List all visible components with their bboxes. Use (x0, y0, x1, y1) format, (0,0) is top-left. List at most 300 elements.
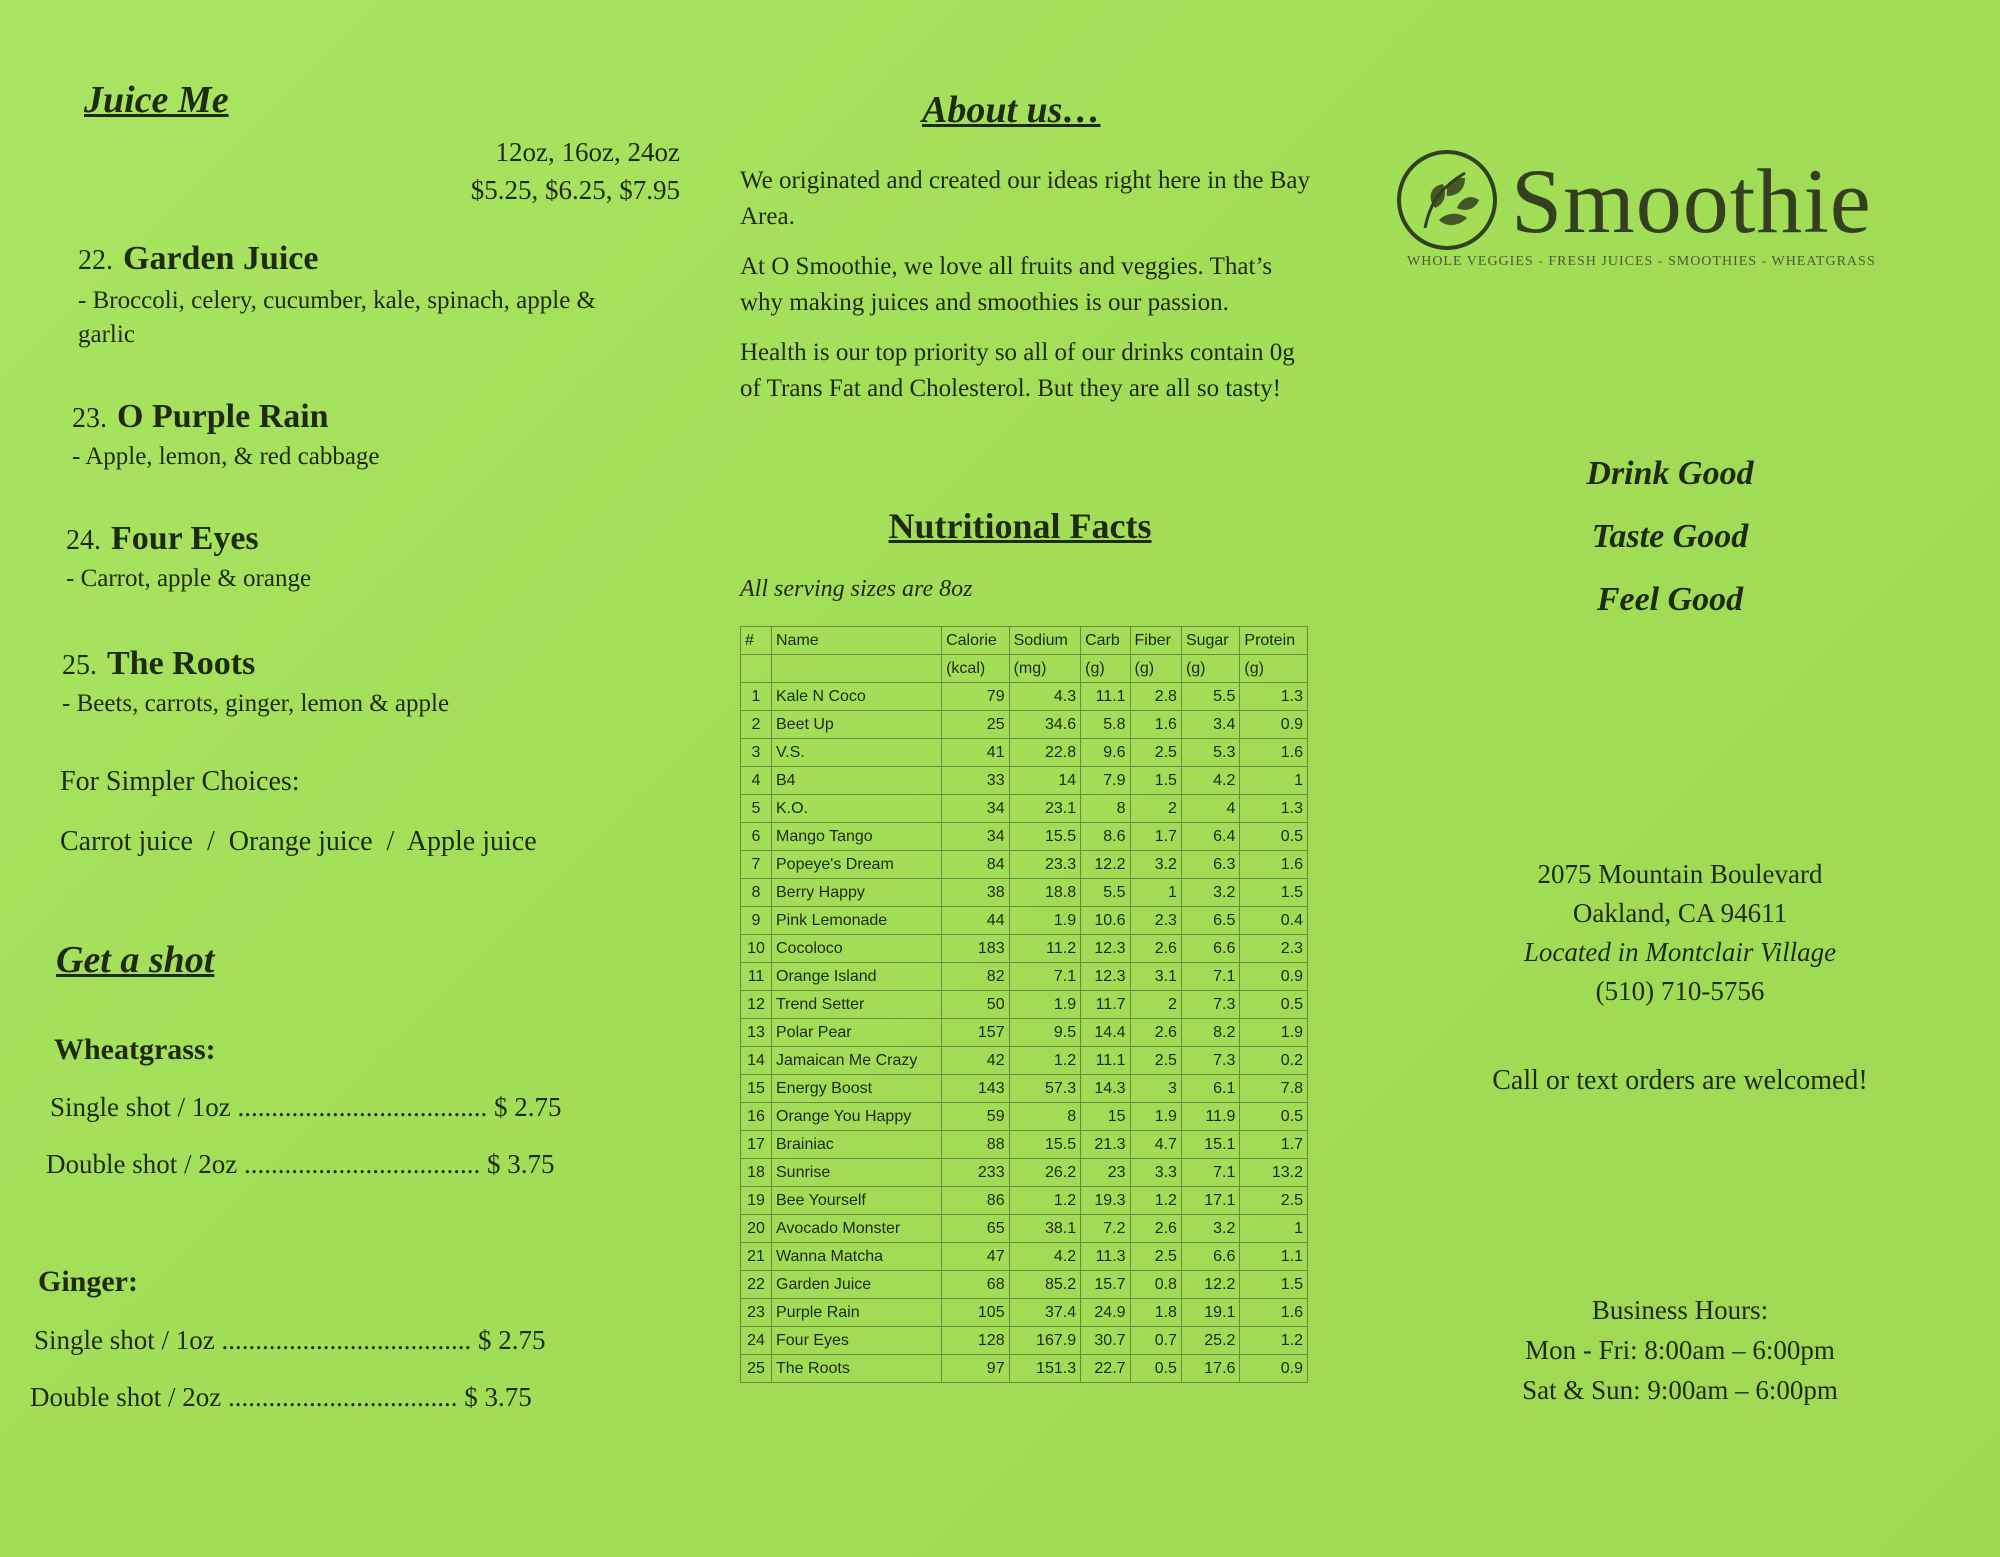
nutrient-value: 3.2 (1181, 879, 1239, 907)
nutrient-value: 105 (942, 1299, 1010, 1327)
juice-item-number: 22. (78, 245, 113, 276)
nutrient-value: 2.6 (1130, 1019, 1181, 1047)
nutrient-value: 30.7 (1081, 1327, 1130, 1355)
nutrient-value: 5.8 (1081, 711, 1130, 739)
nutrition-row (741, 1299, 1308, 1327)
nutrient-value: 1.3 (1240, 795, 1308, 823)
nutrient-value: 57.3 (1009, 1075, 1081, 1103)
nutrient-value: 19.3 (1081, 1187, 1130, 1215)
nutrition-row (741, 1047, 1308, 1075)
row-number: 1 (741, 683, 772, 711)
nutrient-value: 25 (942, 711, 1010, 739)
nutrition-row (741, 1131, 1308, 1159)
hours-weekday: Mon - Fri: 8:00am – 6:00pm (1525, 1335, 1835, 1365)
nutrient-value: 6.3 (1181, 851, 1239, 879)
row-number: 16 (741, 1103, 772, 1131)
simpler-choices-list: Carrot juice / Orange juice / Apple juice (60, 826, 537, 857)
col-unit: (g) (1181, 655, 1239, 683)
drink-name: Purple Rain (772, 1299, 942, 1327)
nutrient-value: 7.1 (1009, 963, 1081, 991)
nutrient-value: 2.5 (1240, 1187, 1308, 1215)
drink-name: Polar Pear (772, 1019, 942, 1047)
nutrition-row (741, 1355, 1308, 1383)
nutrition-row (741, 963, 1308, 991)
nutrient-value: 11.9 (1181, 1103, 1239, 1131)
drink-name: Kale N Coco (772, 683, 942, 711)
juice-item-number: 24. (66, 525, 101, 556)
juice-item-name: Four Eyes (111, 520, 259, 557)
drink-name: K.O. (772, 795, 942, 823)
nutrient-value: 0.7 (1130, 1327, 1181, 1355)
orders-note: Call or text orders are welcomed! (1492, 1065, 1868, 1096)
nutrient-value: 14 (1009, 767, 1081, 795)
nutrient-value: 1.9 (1240, 1019, 1308, 1047)
nutrient-value: 11.1 (1081, 683, 1130, 711)
nutrient-value: 12.3 (1081, 935, 1130, 963)
juice-item-title (66, 520, 646, 558)
drink-name: Popeye's Dream (772, 851, 942, 879)
col-unit: (mg) (1009, 655, 1081, 683)
nutrient-value: 1.3 (1240, 683, 1308, 711)
nutrient-value: 34 (942, 795, 1010, 823)
juice-item (62, 645, 662, 721)
drink-name: The Roots (772, 1355, 942, 1383)
col-header: Calorie (942, 627, 1010, 655)
nutrient-value: 24.9 (1081, 1299, 1130, 1327)
col-unit (772, 655, 942, 683)
wheatgrass-double-price: Double shot / 2oz ................................... $ 3.75 (46, 1149, 555, 1179)
nutrient-value: 26.2 (1009, 1159, 1081, 1187)
nutrient-value: 85.2 (1009, 1271, 1081, 1299)
nutrient-value: 86 (942, 1187, 1010, 1215)
nutrition-row (741, 879, 1308, 907)
nutrient-value: 15.7 (1081, 1271, 1130, 1299)
nutrient-value: 15 (1081, 1103, 1130, 1131)
row-number: 2 (741, 711, 772, 739)
col-unit: (g) (1240, 655, 1308, 683)
juice-item (66, 520, 646, 596)
nutrient-value: 0.5 (1240, 823, 1308, 851)
juice-item-name: The Roots (107, 645, 256, 682)
nutrition-row (741, 1271, 1308, 1299)
row-number: 11 (741, 963, 772, 991)
row-number: 13 (741, 1019, 772, 1047)
nutrition-row (741, 907, 1308, 935)
nutrient-value: 22.8 (1009, 739, 1081, 767)
row-number: 25 (741, 1355, 772, 1383)
drink-name: Four Eyes (772, 1327, 942, 1355)
nutrient-value: 21.3 (1081, 1131, 1130, 1159)
row-number: 5 (741, 795, 772, 823)
nutrient-value: 1 (1240, 1215, 1308, 1243)
row-number: 22 (741, 1271, 772, 1299)
nutrient-value: 2.3 (1240, 935, 1308, 963)
nutrient-value: 88 (942, 1131, 1010, 1159)
juice-sizes: 12oz, 16oz, 24oz (495, 137, 680, 167)
col-header: Sodium (1009, 627, 1081, 655)
nutrient-value: 1.1 (1240, 1243, 1308, 1271)
nutrition-row (741, 1075, 1308, 1103)
drink-name: Berry Happy (772, 879, 942, 907)
nutrient-value: 1.2 (1009, 1047, 1081, 1075)
nutrient-value: 6.5 (1181, 907, 1239, 935)
nutrient-value: 0.4 (1240, 907, 1308, 935)
nutrient-value: 2.5 (1130, 739, 1181, 767)
nutrient-value: 97 (942, 1355, 1010, 1383)
nutrient-value: 11.3 (1081, 1243, 1130, 1271)
unit-row (741, 655, 1308, 683)
row-number: 4 (741, 767, 772, 795)
nutrient-value: 11.1 (1081, 1047, 1130, 1075)
nutrient-value: 1.5 (1240, 879, 1308, 907)
nutrient-value: 1.5 (1240, 1271, 1308, 1299)
juice-item (72, 398, 652, 474)
about-title: About us… (922, 89, 1101, 131)
nutrient-value: 4 (1181, 795, 1239, 823)
drink-name: Pink Lemonade (772, 907, 942, 935)
about-paragraph: We originated and created our ideas right here in the Bay Area. (740, 167, 1310, 230)
nutrient-value: 23.1 (1009, 795, 1081, 823)
row-number: 18 (741, 1159, 772, 1187)
nutrient-value: 0.9 (1240, 711, 1308, 739)
juice-prices: $5.25, $6.25, $7.95 (470, 175, 680, 205)
nutrient-value: 1.6 (1240, 739, 1308, 767)
slogan: Feel Good (1596, 581, 1744, 618)
nutrient-value: 1.8 (1130, 1299, 1181, 1327)
nutrient-value: 33 (942, 767, 1010, 795)
juice-item-title (72, 398, 652, 436)
serving-size-note: All serving sizes are 8oz (740, 576, 973, 602)
nutrient-value: 11.7 (1081, 991, 1130, 1019)
nutrient-value: 50 (942, 991, 1010, 1019)
nutrient-value: 2 (1130, 991, 1181, 1019)
ginger-double-price: Double shot / 2oz .................................. $ 3.75 (30, 1382, 532, 1412)
nutrition-row (741, 1327, 1308, 1355)
row-number: 6 (741, 823, 772, 851)
nutrient-value: 1.9 (1130, 1103, 1181, 1131)
phone-number: (510) 710-5756 (1595, 976, 1765, 1006)
nutrient-value: 12.2 (1081, 851, 1130, 879)
nutrient-value: 65 (942, 1215, 1010, 1243)
business-hours (1420, 1290, 1940, 1410)
nutrient-value: 1.9 (1009, 991, 1081, 1019)
juice-item-number: 23. (72, 403, 107, 434)
nutrient-value: 9.6 (1081, 739, 1130, 767)
nutrition-row (741, 1215, 1308, 1243)
nutrition-row (741, 823, 1308, 851)
juice-section-title: Juice Me (84, 79, 229, 121)
nutrient-value: 8 (1081, 795, 1130, 823)
nutrient-value: 14.4 (1081, 1019, 1130, 1047)
nutrient-value: 59 (942, 1103, 1010, 1131)
slogan: Drink Good (1586, 455, 1754, 492)
middle-column (730, 0, 1330, 1557)
nutrient-value: 1.6 (1130, 711, 1181, 739)
juice-item-desc: - Beets, carrots, ginger, lemon & apple (62, 690, 450, 717)
nutrient-value: 11.2 (1009, 935, 1081, 963)
col-header: Fiber (1130, 627, 1181, 655)
nutrient-value: 4.3 (1009, 683, 1081, 711)
nutrient-value: 17.6 (1181, 1355, 1239, 1383)
shot-section-title: Get a shot (56, 939, 215, 981)
drink-name: Energy Boost (772, 1075, 942, 1103)
right-column (1380, 0, 1960, 1557)
nutrient-value: 6.6 (1181, 1243, 1239, 1271)
col-header: Carb (1081, 627, 1130, 655)
nutrient-value: 34.6 (1009, 711, 1081, 739)
ginger-single-price: Single shot / 1oz ..................................... $ 2.75 (34, 1325, 546, 1355)
nutrient-value: 3.4 (1181, 711, 1239, 739)
header-row (741, 627, 1308, 655)
left-column (30, 0, 680, 1557)
col-unit: (g) (1130, 655, 1181, 683)
juice-item-number: 25. (62, 650, 97, 681)
about-paragraph: Health is our top priority so all of our drinks contain 0g of Trans Fat and Cholesterol. But they are all so tasty! (740, 339, 1295, 402)
nutrient-value: 9.5 (1009, 1019, 1081, 1047)
nutrient-value: 47 (942, 1243, 1010, 1271)
wheatgrass-label: Wheatgrass: (54, 1033, 216, 1066)
col-unit: (g) (1081, 655, 1130, 683)
nutrient-value: 128 (942, 1327, 1010, 1355)
row-number: 8 (741, 879, 772, 907)
nutrient-value: 157 (942, 1019, 1010, 1047)
hours-title: Business Hours: (1591, 1295, 1769, 1325)
nutrient-value: 7.2 (1081, 1215, 1130, 1243)
nutrient-value: 5.5 (1181, 683, 1239, 711)
nutrient-value: 19.1 (1181, 1299, 1239, 1327)
juice-item-name: Garden Juice (123, 240, 319, 277)
city-state-zip: Oakland, CA 94611 (1572, 898, 1788, 928)
nutrient-value: 167.9 (1009, 1327, 1081, 1355)
nutrient-value: 41 (942, 739, 1010, 767)
nutrient-value: 6.1 (1181, 1075, 1239, 1103)
nutrient-value: 12.2 (1181, 1271, 1239, 1299)
leaf-emblem-icon (1395, 148, 1505, 256)
brand-name: Smoothie (1511, 150, 1872, 252)
nutrient-value: 14.3 (1081, 1075, 1130, 1103)
row-number: 21 (741, 1243, 772, 1271)
row-number: 17 (741, 1131, 772, 1159)
col-header: Name (772, 627, 942, 655)
nutrition-row (741, 1187, 1308, 1215)
col-header: Sugar (1181, 627, 1239, 655)
nutrient-value: 2.8 (1130, 683, 1181, 711)
nutrient-value: 1 (1130, 879, 1181, 907)
nutrient-value: 4.7 (1130, 1131, 1181, 1159)
drink-name: Orange You Happy (772, 1103, 942, 1131)
nutrient-value: 8 (1009, 1103, 1081, 1131)
nutrient-value: 4.2 (1181, 767, 1239, 795)
location-note: Located in Montclair Village (1523, 937, 1837, 967)
nutrition-row (741, 991, 1308, 1019)
drink-name: Mango Tango (772, 823, 942, 851)
nutrient-value: 3.2 (1181, 1215, 1239, 1243)
nutrient-value: 1.2 (1130, 1187, 1181, 1215)
nutrient-value: 233 (942, 1159, 1010, 1187)
nutrient-value: 1.6 (1240, 851, 1308, 879)
address-block (1420, 855, 1940, 1011)
nutrient-value: 44 (942, 907, 1010, 935)
nutrient-value: 1.7 (1130, 823, 1181, 851)
nutrition-row (741, 851, 1308, 879)
nutrient-value: 23.3 (1009, 851, 1081, 879)
nutrient-value: 34 (942, 823, 1010, 851)
nutrient-value: 23 (1081, 1159, 1130, 1187)
nutrient-value: 3.2 (1130, 851, 1181, 879)
nutrient-value: 84 (942, 851, 1010, 879)
nutrient-value: 3.1 (1130, 963, 1181, 991)
row-number: 10 (741, 935, 772, 963)
juice-item-title (78, 240, 658, 278)
drink-name: Avocado Monster (772, 1215, 942, 1243)
nutrient-value: 7.1 (1181, 963, 1239, 991)
drink-name: Garden Juice (772, 1271, 942, 1299)
nutrition-row (741, 683, 1308, 711)
about-text (740, 163, 1310, 421)
col-unit (741, 655, 772, 683)
nutrient-value: 2.3 (1130, 907, 1181, 935)
street-address: 2075 Mountain Boulevard (1537, 859, 1823, 889)
nutrient-value: 18.8 (1009, 879, 1081, 907)
nutrition-row (741, 767, 1308, 795)
nutrient-value: 7.8 (1240, 1075, 1308, 1103)
nutrient-value: 22.7 (1081, 1355, 1130, 1383)
nutrient-value: 7.3 (1181, 991, 1239, 1019)
nutrient-value: 15.5 (1009, 823, 1081, 851)
nutrient-value: 15.1 (1181, 1131, 1239, 1159)
nutrient-value: 4.2 (1009, 1243, 1081, 1271)
nutrient-value: 17.1 (1181, 1187, 1239, 1215)
nutrient-value: 2 (1130, 795, 1181, 823)
nutrient-value: 1.2 (1240, 1327, 1308, 1355)
nutrient-value: 13.2 (1240, 1159, 1308, 1187)
drink-name: Beet Up (772, 711, 942, 739)
about-paragraph: At O Smoothie, we love all fruits and veggies. That’s why making juices and smoothies is our passion. (740, 253, 1273, 316)
nutrient-value: 0.2 (1240, 1047, 1308, 1075)
nutrient-value: 38 (942, 879, 1010, 907)
nutrient-value: 2.5 (1130, 1243, 1181, 1271)
nutrient-value: 2.6 (1130, 935, 1181, 963)
juice-item (78, 240, 658, 352)
nutrient-value: 25.2 (1181, 1327, 1239, 1355)
brand-tagline: WHOLE VEGGIES - FRESH JUICES - SMOOTHIES - WHEATGRASS (1407, 254, 1876, 269)
row-number: 12 (741, 991, 772, 1019)
nutrition-row (741, 935, 1308, 963)
col-unit: (kcal) (942, 655, 1010, 683)
drink-name: Sunrise (772, 1159, 942, 1187)
slogan: Taste Good (1591, 518, 1749, 555)
nutrition-row (741, 1243, 1308, 1271)
nutrient-value: 1.9 (1009, 907, 1081, 935)
nutrient-value: 6.6 (1181, 935, 1239, 963)
nutrient-value: 2.6 (1130, 1215, 1181, 1243)
juice-item-name: O Purple Rain (117, 398, 329, 435)
row-number: 24 (741, 1327, 772, 1355)
nutrition-table (740, 626, 1308, 1383)
nutrient-value: 3.3 (1130, 1159, 1181, 1187)
drink-name: Trend Setter (772, 991, 942, 1019)
nutrient-value: 0.5 (1240, 1103, 1308, 1131)
juice-item-desc: - Carrot, apple & orange (66, 565, 312, 592)
drink-name: V.S. (772, 739, 942, 767)
col-header: # (741, 627, 772, 655)
ginger-label: Ginger: (38, 1265, 138, 1298)
wheatgrass-single-price: Single shot / 1oz ..................................... $ 2.75 (50, 1092, 562, 1122)
nutrient-value: 0.9 (1240, 963, 1308, 991)
nutrient-value: 82 (942, 963, 1010, 991)
juice-item-desc: - Apple, lemon, & red cabbage (72, 443, 380, 470)
nutrient-value: 2.5 (1130, 1047, 1181, 1075)
nutrient-value: 5.3 (1181, 739, 1239, 767)
col-header: Protein (1240, 627, 1308, 655)
juice-item-desc: - Broccoli, celery, cucumber, kale, spinach, apple & garlic (78, 287, 596, 348)
nutrition-row (741, 1103, 1308, 1131)
nutrient-value: 143 (942, 1075, 1010, 1103)
row-number: 9 (741, 907, 772, 935)
juice-item-title (62, 645, 662, 683)
drink-name: Wanna Matcha (772, 1243, 942, 1271)
hours-weekend: Sat & Sun: 9:00am – 6:00pm (1522, 1375, 1838, 1405)
nutrient-value: 1.2 (1009, 1187, 1081, 1215)
row-number: 7 (741, 851, 772, 879)
juice-size-list (360, 133, 680, 209)
nutrition-row (741, 795, 1308, 823)
nutrient-value: 5.5 (1081, 879, 1130, 907)
nutrition-row (741, 739, 1308, 767)
row-number: 15 (741, 1075, 772, 1103)
nutrient-value: 0.5 (1240, 991, 1308, 1019)
nutrient-value: 183 (942, 935, 1010, 963)
nutrient-value: 8.2 (1181, 1019, 1239, 1047)
nutrient-value: 0.5 (1130, 1355, 1181, 1383)
row-number: 20 (741, 1215, 772, 1243)
nutrient-value: 6.4 (1181, 823, 1239, 851)
drink-name: B4 (772, 767, 942, 795)
drink-name: Bee Yourself (772, 1187, 942, 1215)
row-number: 3 (741, 739, 772, 767)
nutrition-row (741, 1159, 1308, 1187)
nutrient-value: 8.6 (1081, 823, 1130, 851)
nutrition-row (741, 711, 1308, 739)
row-number: 19 (741, 1187, 772, 1215)
nutrient-value: 7.1 (1181, 1159, 1239, 1187)
drink-name: Cocoloco (772, 935, 942, 963)
nutrient-value: 68 (942, 1271, 1010, 1299)
nutrient-value: 1.7 (1240, 1131, 1308, 1159)
nutrient-value: 0.9 (1240, 1355, 1308, 1383)
nutrition-title: Nutritional Facts (888, 506, 1152, 546)
nutrition-table-head (741, 627, 1308, 683)
drink-name: Orange Island (772, 963, 942, 991)
row-number: 14 (741, 1047, 772, 1075)
nutrient-value: 7.3 (1181, 1047, 1239, 1075)
nutrition-row (741, 1019, 1308, 1047)
nutrient-value: 1.5 (1130, 767, 1181, 795)
nutrient-value: 151.3 (1009, 1355, 1081, 1383)
nutrient-value: 12.3 (1081, 963, 1130, 991)
nutrient-value: 15.5 (1009, 1131, 1081, 1159)
nutrient-value: 37.4 (1009, 1299, 1081, 1327)
nutrient-value: 0.8 (1130, 1271, 1181, 1299)
nutrient-value: 7.9 (1081, 767, 1130, 795)
nutrient-value: 42 (942, 1047, 1010, 1075)
nutrition-table-body (741, 683, 1308, 1383)
row-number: 23 (741, 1299, 772, 1327)
nutrient-value: 10.6 (1081, 907, 1130, 935)
nutrient-value: 38.1 (1009, 1215, 1081, 1243)
nutrient-value: 1.6 (1240, 1299, 1308, 1327)
simpler-choices-label: For Simpler Choices: (60, 766, 300, 797)
